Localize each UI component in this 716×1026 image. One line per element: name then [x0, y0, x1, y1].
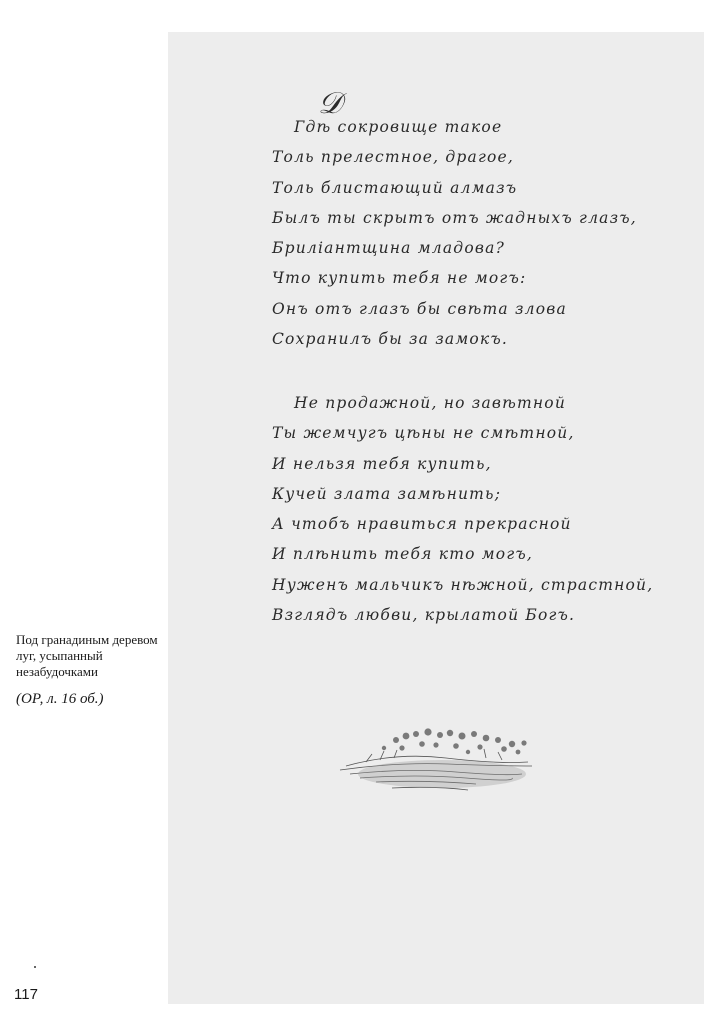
ornamental-flourish: 𝒟 [318, 86, 342, 121]
verse-line: Онъ отъ глазъ бы свѣта злова [272, 299, 567, 318]
verse-line: Бриліантщина младова? [272, 239, 506, 258]
caption-source: (ОР, л. 16 об.) [16, 691, 104, 707]
verse-line: Гдѣ сокровище такое [294, 118, 503, 136]
verse-line: Взглядъ любви, крылатой Богъ. [272, 606, 576, 625]
stanza-2 [272, 388, 653, 630]
verse-line: И нельзя тебя купить, [272, 454, 492, 473]
meadow-vignette-icon [336, 718, 536, 808]
scan-artifact [34, 966, 36, 968]
stanza-1 [272, 112, 637, 354]
verse-line: Былъ ты скрытъ отъ жадныхъ глазъ, [272, 208, 637, 227]
verse-line: Что купить тебя не могъ: [272, 269, 527, 288]
verse-line: А чтобъ нравиться прекрасной [272, 515, 572, 534]
figure-caption [16, 632, 166, 708]
caption-text: Под гранадиным деревом луг, усыпанный незабудочками [16, 632, 158, 679]
verse-line: Толь прелестное, драгое, [272, 148, 515, 167]
verse-line: Не продажной, но завѣтной [294, 394, 566, 412]
verse-line: Сохранилъ бы за замокъ. [272, 330, 509, 349]
verse-line: Толь блистающий алмазъ [272, 178, 518, 197]
verse-line: И плѣнить тебя кто могъ, [272, 545, 534, 564]
verse-line: Кучей злата замѣнить; [272, 484, 502, 503]
verse-line: Нуженъ мальчикъ нѣжной, страстной, [272, 575, 654, 594]
verse-line: Ты жемчугъ цѣны не смѣтной, [272, 424, 575, 443]
page-number: 117 [14, 986, 38, 1003]
